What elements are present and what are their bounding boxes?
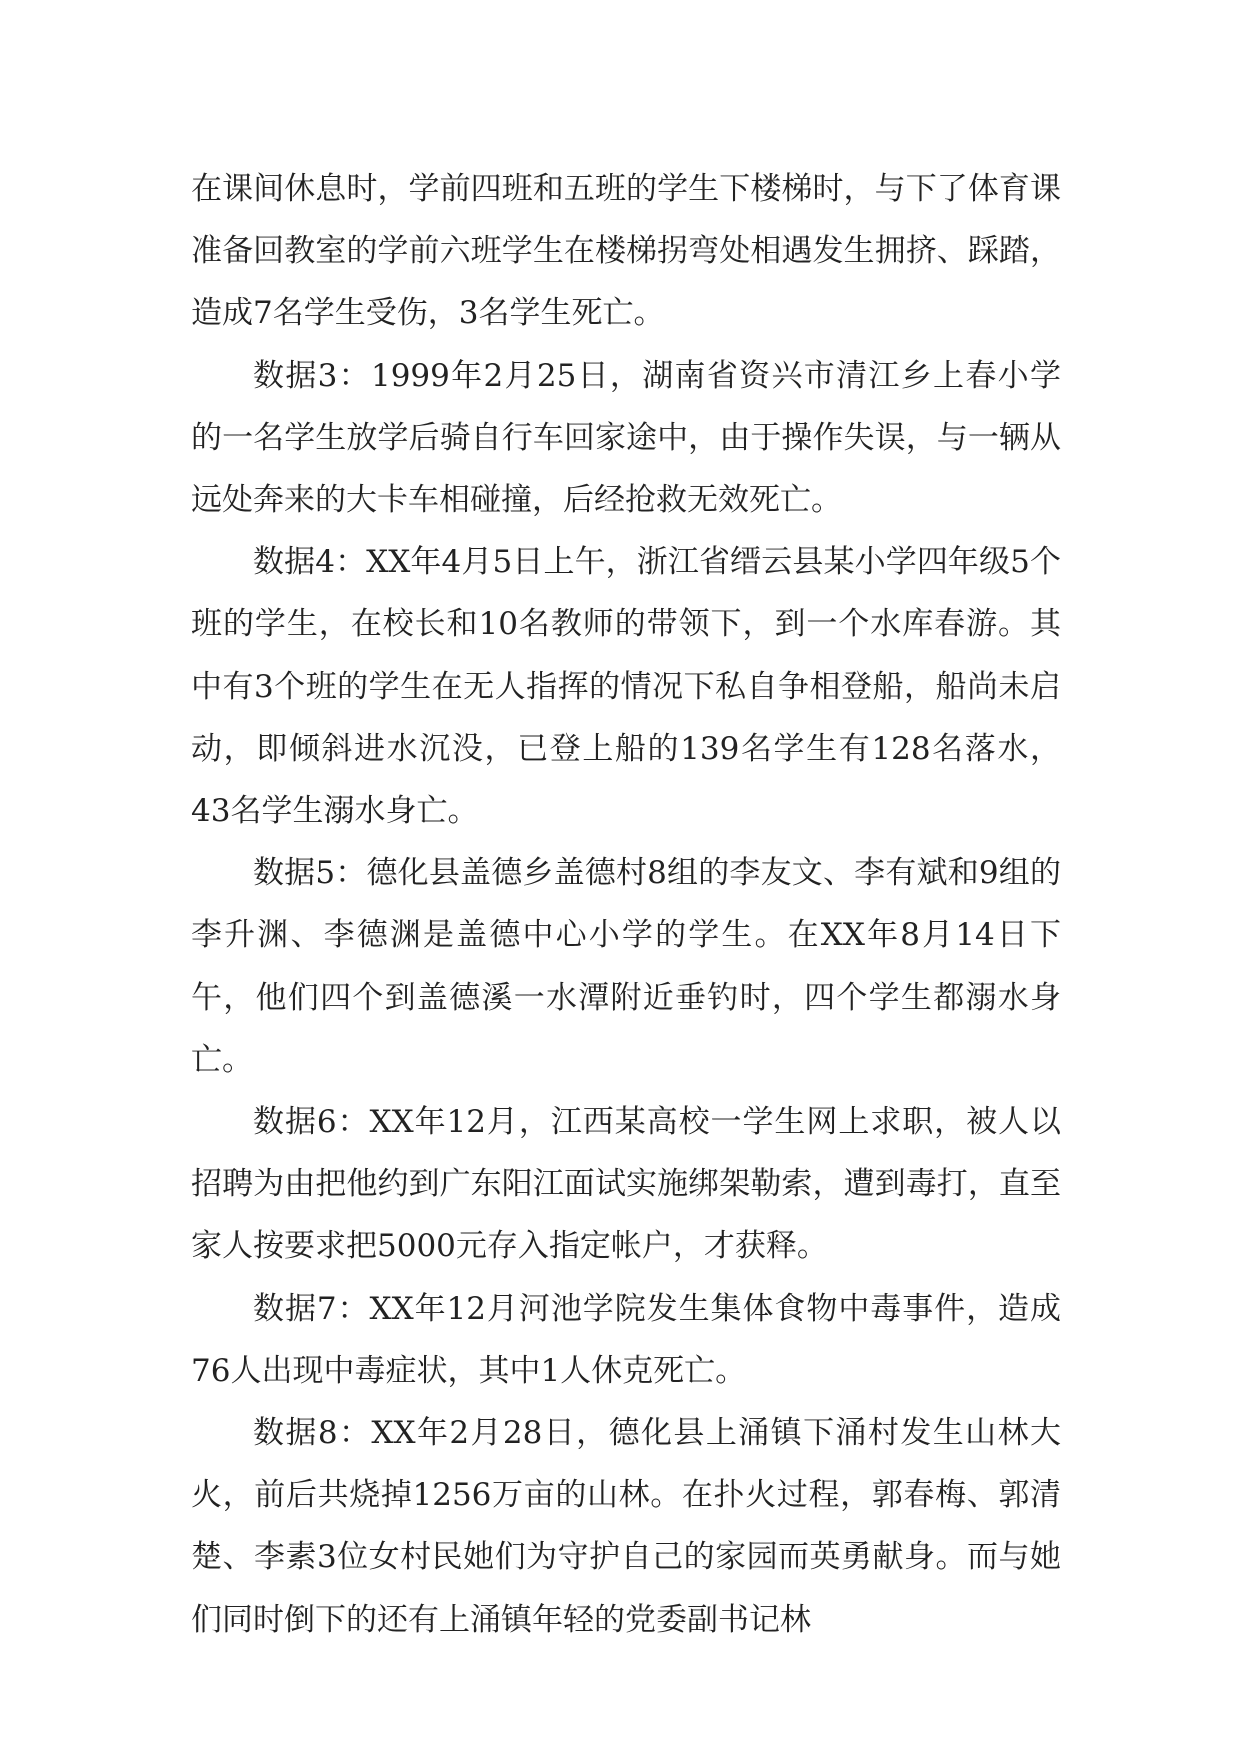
body-text (191, 158, 1061, 1651)
paragraph-data-6: 数据6：XX年12月，江西某高校一学生网上求职，被人以招聘为由把他约到广东阳江面试实施绑架勒索，遭到毒打，直至家人按要求把5000元存入指定帐户，才获释。 (191, 1104, 1061, 1265)
paragraph-data-5: 数据5：德化县盖德乡盖德村8组的李友文、李有斌和9组的李升渊、李德渊是盖德中心小学的学生。在XX年8月14日下午，他们四个到盖德溪一水潭附近垂钓时，四个学生都溺水身亡。 (191, 855, 1061, 1078)
paragraph-data-3: 数据3：1999年2月25日，湖南省资兴市清江乡上春小学的一名学生放学后骑自行车回家途中，由于操作失误，与一辆从远处奔来的大卡车相碰撞，后经抢救无效死亡。 (191, 357, 1061, 519)
paragraph-data-7: 数据7：XX年12月河池学院发生集体食物中毒事件，造成76人出现中毒症状，其中1人休克死亡。 (191, 1290, 1061, 1389)
paragraph-data-8: 数据8：XX年2月28日，德化县上涌镇下涌村发生山林大火，前后共烧掉1256万亩的山林。在扑火过程，郭春梅、郭清楚、李素3位女村民她们为守护自己的家园而英勇献身。而与她们同时倒下的还有上涌镇年轻的党委副书记林 (191, 1415, 1061, 1638)
paragraph-data-4: 数据4：XX年4月5日上午，浙江省缙云县某小学四年级5个班的学生，在校长和10名教师的带领下，到一个水库春游。其中有3个班的学生在无人指挥的情况下私自争相登船，船尚未启动，即倾斜进水沉没，已登上船的139名学生有128名落水，43名学生溺水身亡。 (191, 544, 1061, 830)
paragraph-continuation: 在课间休息时，学前四班和五班的学生下楼梯时，与下了体育课准备回教室的学前六班学生在楼梯拐弯处相遇发生拥挤、踩踏，造成7名学生受伤，3名学生死亡。 (191, 171, 1061, 332)
